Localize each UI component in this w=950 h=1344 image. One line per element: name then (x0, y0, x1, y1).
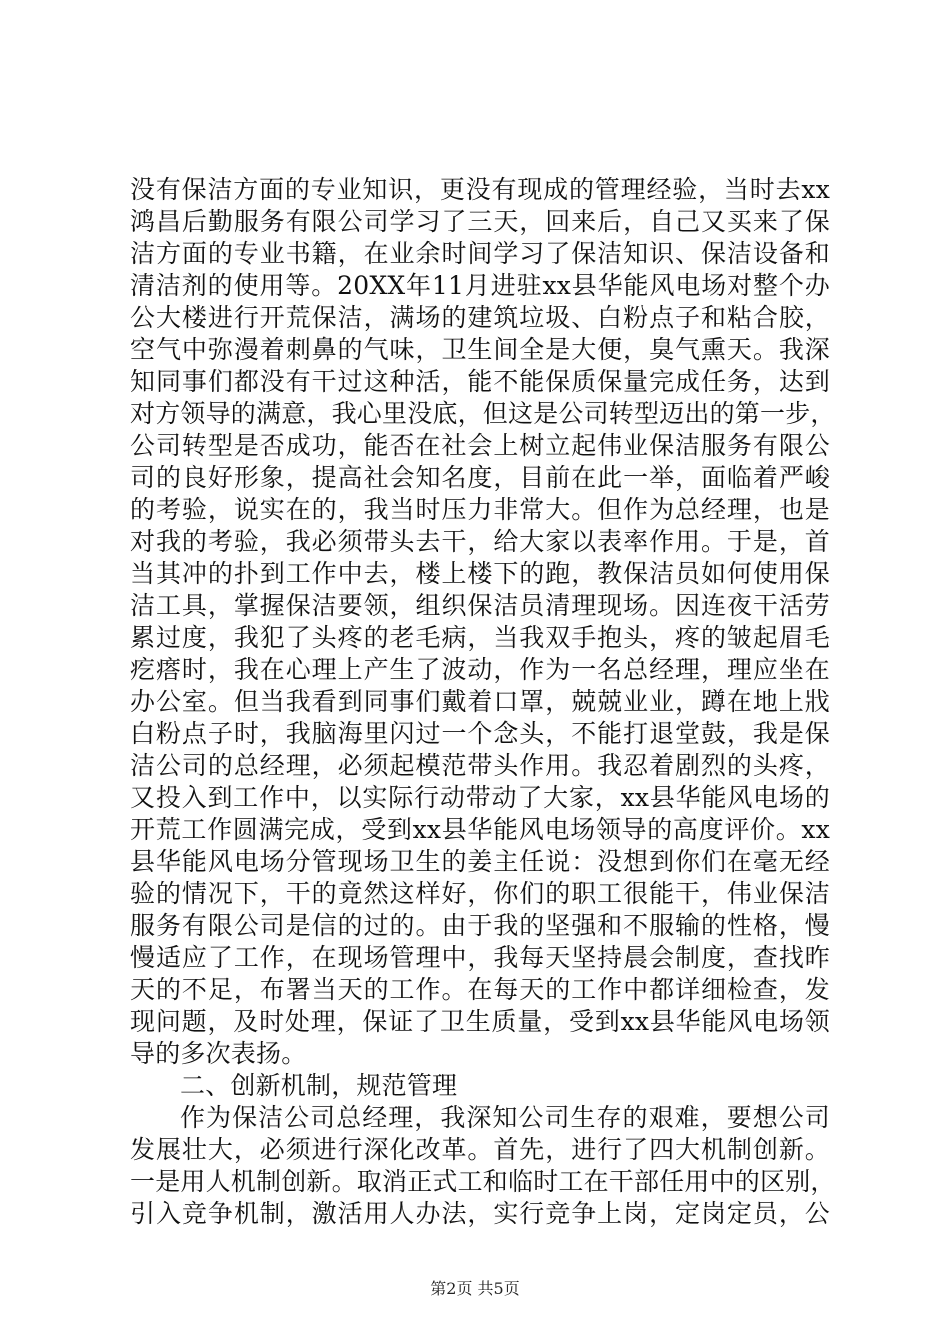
text-line: 没有保洁方面的专业知识，更没有现成的管理经验，当时去xx (130, 175, 830, 204)
text-line: 验的情况下，干的竟然这样好，你们的职工很能干，伟业保洁 (130, 879, 830, 908)
text-line: 洁工具，掌握保洁要领，组织保洁员清理现场。因连夜干活劳 (130, 591, 830, 620)
text-line: 洁公司的总经理，必须起模范带头作用。我忍着剧烈的头疼， (130, 751, 830, 780)
text-line: 慢适应了工作，在现场管理中，我每天坚持晨会制度，查找昨 (130, 943, 830, 972)
text-line: 鸿昌后勤服务有限公司学习了三天，回来后，自己又买来了保 (130, 207, 830, 236)
document-body (130, 174, 836, 1230)
text-line: 县华能风电场分管现场卫生的姜主任说：没想到你们在毫无经 (130, 847, 830, 876)
text-line: 一是用人机制创新。取消正式工和临时工在干部任用中的区别， (130, 1167, 836, 1196)
text-line: 空气中弥漫着刺鼻的气味，卫生间全是大便，臭气熏天。我深 (130, 335, 830, 364)
text-line: 发展壮大，必须进行深化改革。首先，进行了四大机制创新。 (130, 1135, 830, 1164)
section-heading: 二、创新机制，规范管理 (180, 1071, 458, 1100)
text-line: 对我的考验，我必须带头去干，给大家以表率作用。于是，首 (130, 527, 830, 556)
text-line: 办公室。但当我看到同事们戴着口罩，兢兢业业，蹲在地上戕 (130, 687, 830, 716)
text-line: 导的多次表扬。 (130, 1039, 307, 1068)
text-line: 洁方面的专业书籍，在业余时间学习了保洁知识、保洁设备和 (130, 239, 830, 268)
text-line: 又投入到工作中，以实际行动带动了大家，xx县华能风电场的 (130, 783, 830, 812)
text-line: 现问题，及时处理，保证了卫生质量，受到xx县华能风电场领 (130, 1007, 830, 1036)
text-line: 服务有限公司是信的过的。由于我的坚强和不服输的性格，慢 (130, 911, 830, 940)
text-line: 作为保洁公司总经理，我深知公司生存的艰难，要想公司 (180, 1103, 830, 1132)
text-line: 公大楼进行开荒保洁，满场的建筑垃圾、白粉点子和粘合胶， (130, 303, 830, 332)
text-line: 当其冲的扑到工作中去，楼上楼下的跑，教保洁员如何使用保 (130, 559, 830, 588)
text-line: 司的良好形象，提高社会知名度，目前在此一举，面临着严峻 (130, 463, 830, 492)
text-line: 清洁剂的使用等。20XX年11月进驻xx县华能风电场对整个办 (130, 271, 830, 300)
text-line: 公司转型是否成功，能否在社会上树立起伟业保洁服务有限公 (130, 431, 830, 460)
text-line: 天的不足，布署当天的工作。在每天的工作中都详细检查，发 (130, 975, 830, 1004)
text-line: 引入竞争机制，激活用人办法，实行竞争上岗，定岗定员，公 (130, 1199, 830, 1228)
text-line: 疙瘩时，我在心理上产生了波动，作为一名总经理，理应坐在 (130, 655, 830, 684)
text-line: 白粉点子时，我脑海里闪过一个念头，不能打退堂鼓，我是保 (130, 719, 830, 748)
text-line: 累过度，我犯了头疼的老毛病，当我双手抱头，疼的皱起眉毛 (130, 623, 830, 652)
text-line: 对方领导的满意，我心里没底，但这是公司转型迈出的第一步， (130, 399, 836, 428)
text-line: 的考验，说实在的，我当时压力非常大。但作为总经理，也是 (130, 495, 830, 524)
text-line: 开荒工作圆满完成，受到xx县华能风电场领导的高度评价。xx (130, 815, 830, 844)
page-footer: 第2页 共5页 (430, 1279, 520, 1298)
text-line: 知同事们都没有干过这种活，能不能保质保量完成任务，达到 (130, 367, 830, 396)
